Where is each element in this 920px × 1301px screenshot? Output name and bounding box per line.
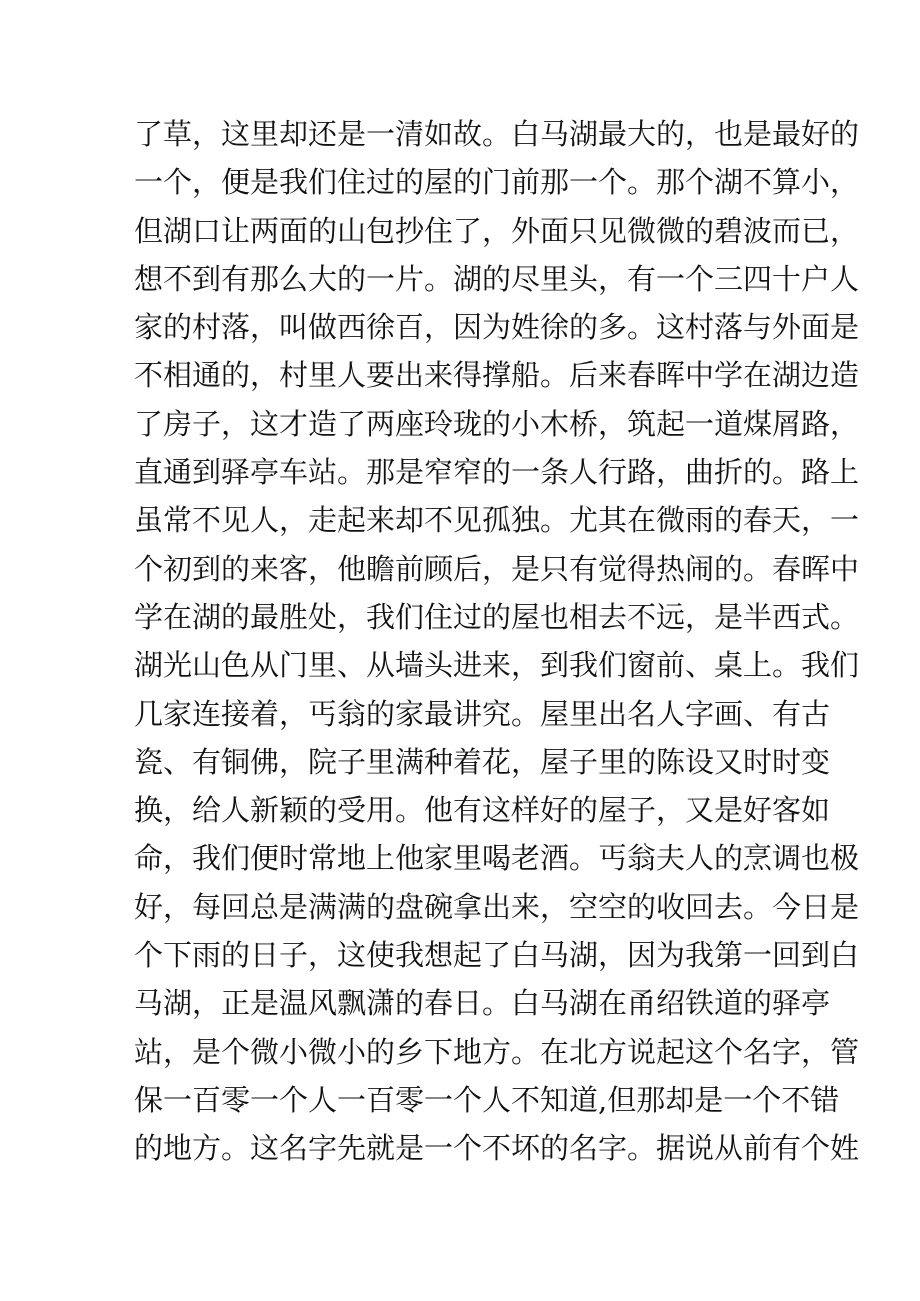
- text-line: 保一百零一个人一百零一个人不知道,但那却是一个不错: [134, 1082, 840, 1117]
- text-line: 马湖，正是温风飘潇的春日。白马湖在甬绍铁道的驿亭: [134, 986, 831, 1021]
- text-line: 直通到驿亭车站。那是窄窄的一条人行路，曲折的。路上: [134, 455, 860, 490]
- text-line: 了草，这里却还是一清如故。白马湖最大的，也是最好的: [134, 117, 860, 151]
- text-line: 湖光山色从门里、从墙头进来，到我们窗前、桌上。我们: [134, 648, 860, 683]
- text-line: 了房子，这才造了两座玲珑的小木桥，筑起一道煤屑路，: [134, 406, 860, 441]
- text-line: 个初到的来客，他瞻前顾后，是只有觉得热闹的。春晖中: [134, 551, 860, 586]
- text-line: 家的村落，叫做西徐百，因为姓徐的多。这村落与外面是: [134, 310, 860, 345]
- text-line: 不相通的，村里人要出来得撑船。后来春晖中学在湖边造: [134, 358, 860, 393]
- text-line: 一个，便是我们住过的屋的门前那一个。那个湖不算小，: [134, 165, 860, 200]
- text-line: 学在湖的最胜处，我们住过的屋也相去不远，是半西式。: [134, 599, 860, 634]
- text-line: 瓷、有铜佛，院子里满种着花，屋子里的陈设又时时变: [134, 744, 831, 779]
- text-line: 想不到有那么大的一片。湖的尽里头，有一个三四十户人: [134, 261, 860, 296]
- text-line: 但湖口让两面的山包抄住了，外面只见微微的碧波而已，: [134, 213, 860, 248]
- text-line: 几家连接着，丐翁的家最讲究。屋里出名人字画、有古: [134, 696, 831, 731]
- text-line: 虽常不见人，走起来却不见孤独。尤其在微雨的春天，一: [134, 503, 860, 538]
- text-line: 换，给人新颖的受用。他有这样好的屋子，又是好客如: [134, 793, 831, 828]
- text-line: 个下雨的日子，这使我想起了白马湖，因为我第一回到白: [134, 938, 860, 973]
- text-line: 命，我们便时常地上他家里喝老酒。丐翁夫人的烹调也极: [134, 841, 860, 876]
- body-text: [134, 110, 860, 1173]
- text-line: 站，是个微小微小的乡下地方。在北方说起这个名字，管: [134, 1034, 860, 1069]
- text-line: 好，每回总是满满的盘碗拿出来，空空的收回去。今日是: [134, 889, 860, 924]
- text-line: 的地方。这名字先就是一个不坏的名字。据说从前有个姓: [134, 1131, 860, 1166]
